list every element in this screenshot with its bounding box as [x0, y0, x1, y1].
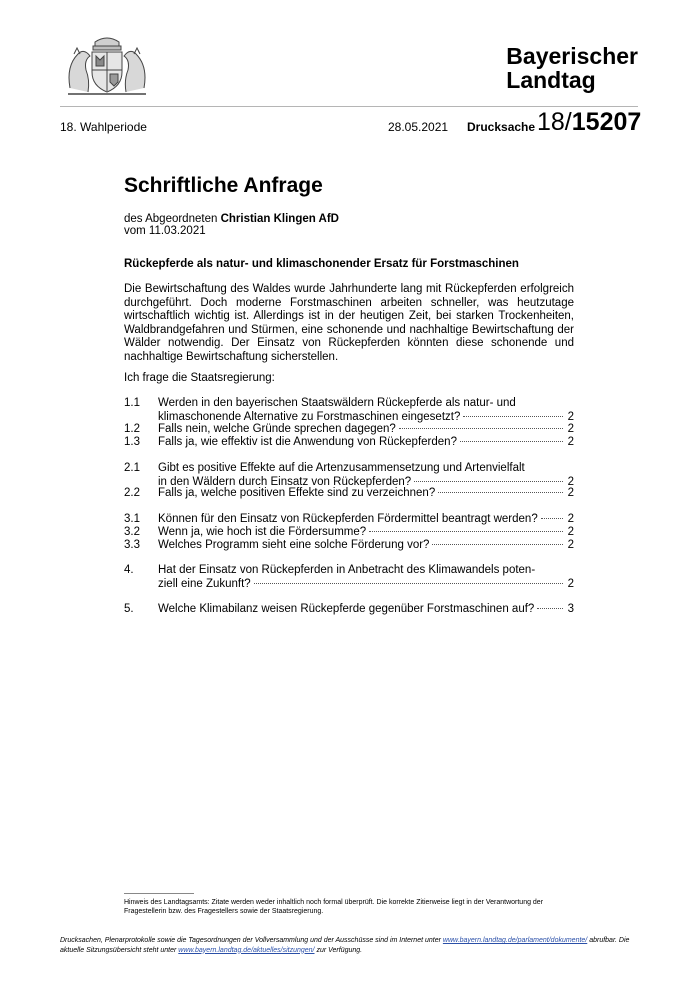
publication-notice — [60, 936, 630, 955]
intro-paragraph: Die Bewirtschaftung des Waldes wurde Jahrhunderte lang mit Rückepferden erfolgreich durchgeführt. Doch moderne Forstmaschinen arbeiten schneller, was heutzutage wirtschaftlich wichtig ist. Allerdings ist in der heutigen Zeit, bei starken Trockenheiten, Waldbrandgefahren und Stürmen, eine schonende und nachhaltige Bewirtschaftung der Wälder notwendig. Der Einsatz von Rückepferden könnten diese schonende und nachhaltige Bewirtschaftung sicherstellen. — [124, 283, 574, 363]
document-number-main: 15207 — [571, 108, 642, 136]
brand-line-2: Landtag — [506, 67, 596, 93]
notice-text-3: zur Verfügung. — [314, 946, 363, 954]
question-number: 2.1 — [124, 462, 140, 474]
leader-dots — [399, 428, 563, 429]
question-item — [124, 397, 574, 424]
leader-dots — [537, 608, 563, 609]
question-item — [124, 513, 574, 527]
leader-dots — [414, 481, 563, 482]
author-block — [124, 213, 339, 237]
question-text-line: Hat der Einsatz von Rückepferden in Anbetracht des Klimawandels poten- — [158, 564, 536, 576]
page-number: 2 — [567, 513, 574, 525]
legislative-period: 18. Wahlperiode — [60, 120, 147, 134]
question-text-line: Werden in den bayerischen Staatswäldern Rückepferde als natur- und — [158, 397, 516, 409]
author-prefix: des Abgeordneten — [124, 213, 221, 225]
author-name: Christian Klingen AfD — [220, 213, 339, 225]
inquiry-date: vom 11.03.2021 — [124, 225, 206, 237]
page-number: 2 — [567, 410, 574, 423]
question-text: Wenn ja, wie hoch ist die Fördersumme? — [158, 526, 367, 538]
question-item — [124, 436, 574, 450]
notice-text-1: Drucksachen, Plenarprotokolle sowie die Tagesordnungen der Vollversammlung und der Ausschüsse sind im Internet unter — [60, 937, 443, 944]
header-divider — [60, 106, 638, 107]
subject-heading: Rückepferde als natur- und klimaschonender Ersatz für Forstmaschinen — [124, 258, 519, 270]
question-number: 3.3 — [124, 539, 140, 551]
document-type-label: Drucksache — [467, 120, 536, 134]
question-number: 2.2 — [124, 487, 140, 499]
question-item — [124, 564, 574, 591]
question-item — [124, 487, 574, 501]
sessions-link[interactable]: www.bayern.landtag.de/aktuelles/sitzungen/ — [178, 946, 315, 954]
leader-dots — [369, 531, 563, 532]
question-text: Falls nein, welche Gründe sprechen dagegen? — [158, 423, 396, 435]
question-item — [124, 539, 574, 553]
question-item — [124, 526, 574, 540]
leader-dots — [438, 492, 563, 493]
question-text: ziell eine Zukunft? — [158, 577, 251, 590]
page-title: Schriftliche Anfrage — [124, 174, 323, 197]
page-number: 2 — [567, 423, 574, 435]
coat-of-arms-logo — [60, 36, 154, 98]
question-item — [124, 603, 574, 617]
question-number: 3.1 — [124, 513, 140, 525]
question-text: Falls ja, wie effektiv ist die Anwendung von Rückepferden? — [158, 436, 457, 448]
brand-wordmark — [506, 44, 638, 92]
page-number: 2 — [567, 475, 574, 488]
question-text-line: Gibt es positive Effekte auf die Artenzusammensetzung und Artenvielfalt — [158, 462, 525, 474]
page-number: 2 — [567, 526, 574, 538]
question-text: Können für den Einsatz von Rückepferden Fördermittel beantragt werden? — [158, 513, 538, 525]
document-number — [537, 108, 641, 136]
leader-dots — [432, 544, 563, 545]
page-number: 2 — [567, 436, 574, 448]
question-item — [124, 462, 574, 489]
question-text: klimaschonende Alternative zu Forstmaschinen eingesetzt? — [158, 410, 461, 423]
question-number: 5. — [124, 603, 134, 615]
question-number: 3.2 — [124, 526, 140, 538]
leader-dots — [254, 583, 563, 584]
question-number: 1.3 — [124, 436, 140, 448]
question-number: 1.2 — [124, 423, 140, 435]
question-item — [124, 423, 574, 437]
question-text: Welche Klimabilanz weisen Rückepferde gegenüber Forstmaschinen auf? — [158, 603, 535, 615]
page-number: 3 — [567, 603, 574, 615]
page-number: 2 — [567, 539, 574, 551]
footnote: Hinweis des Landtagsamts: Zitate werden weder inhaltlich noch formal überprüft. Die korrekte Zitierweise liegt in der Verantwortung der Fragestellerin bzw. des Fragestellers sowie der Staatsregierung. — [124, 899, 544, 915]
question-text: in den Wäldern durch Einsatz von Rückepferden? — [158, 475, 412, 488]
brand-line-1: Bayerischer — [506, 43, 638, 69]
question-number: 4. — [124, 564, 134, 576]
document-number-prefix: 18/ — [537, 108, 572, 136]
question-number: 1.1 — [124, 397, 140, 409]
leader-dots — [460, 441, 563, 442]
documents-link[interactable]: www.bayern.landtag.de/parlament/dokumente/ — [442, 937, 588, 944]
page-number: 2 — [567, 487, 574, 499]
notice-text-2: abrufbar. Die aktuelle Sitzungsübersicht steht unter — [60, 937, 630, 954]
page-number: 2 — [567, 577, 574, 590]
footnote-rule — [124, 893, 194, 894]
question-text: Falls ja, welche positiven Effekte sind zu verzeichnen? — [158, 487, 436, 499]
question-lead: Ich frage die Staatsregierung: — [124, 372, 275, 384]
leader-dots — [541, 518, 563, 519]
question-text: Welches Programm sieht eine solche Förderung vor? — [158, 539, 430, 551]
document-date: 28.05.2021 — [388, 120, 449, 134]
leader-dots — [463, 416, 563, 417]
